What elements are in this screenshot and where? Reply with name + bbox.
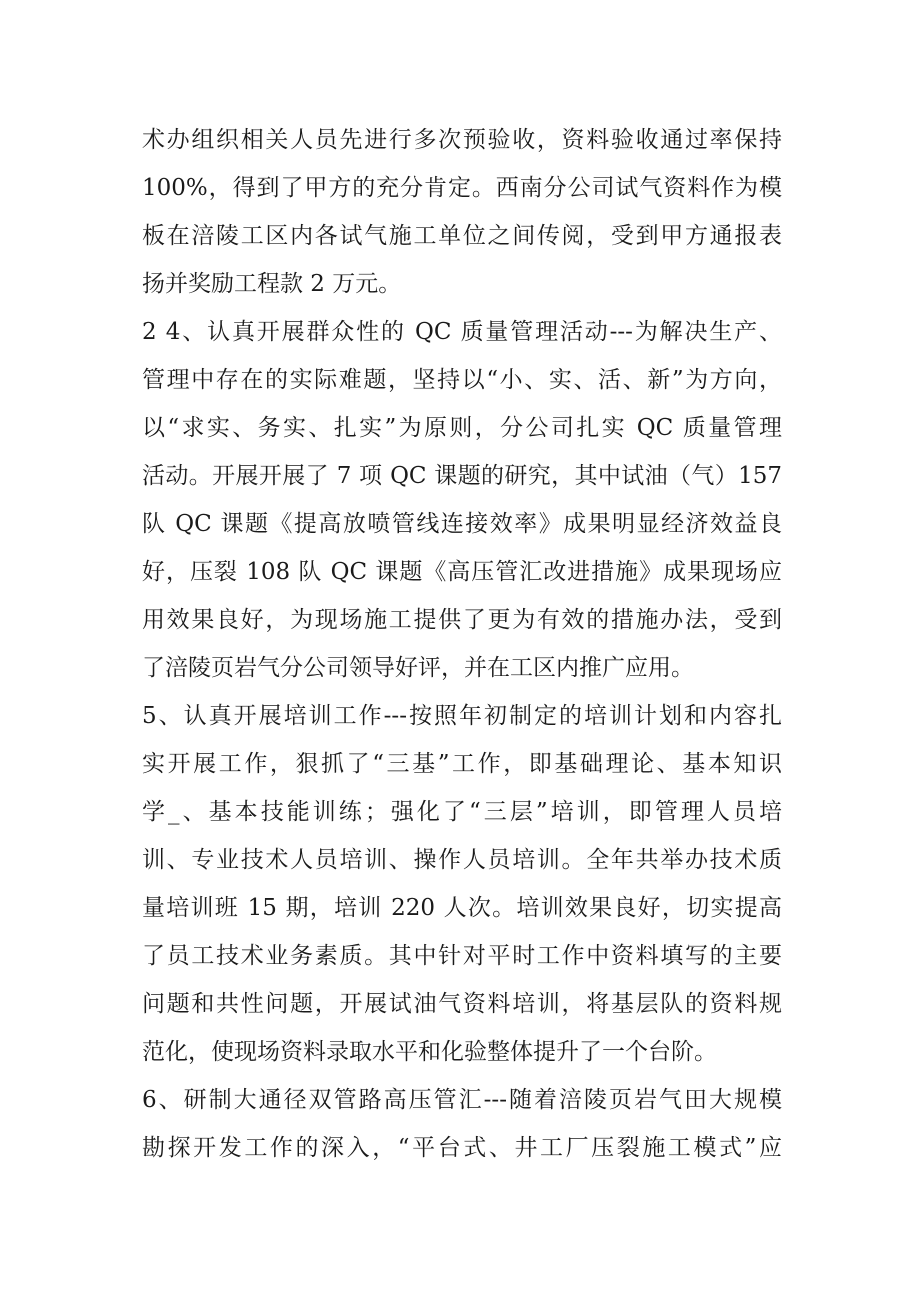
text-line: 问题和共性问题，开展试油气资料培训，将基层队的资料规: [142, 991, 782, 1017]
text-line: 扬并奖励工程款 2 万元。: [142, 271, 402, 297]
text-line: 5、认真开展培训工作---按照年初制定的培训计划和内容扎: [142, 703, 782, 729]
text-line: 用效果良好，为现场施工提供了更为有效的措施办法，受到: [142, 607, 782, 633]
text-line: 队 QC 课题《提高放喷管线连接效率》成果明显经济效益良: [142, 511, 782, 537]
text-line: 训、专业技术人员培训、操作人员培训。全年共举办技术质: [142, 847, 782, 873]
text-line: 范化，使现场资料录取水平和化验整体提升了一个台阶。: [142, 1039, 717, 1065]
text-line: 100%，得到了甲方的充分肯定。西南分公司试气资料作为模: [142, 175, 782, 201]
text-line: 量培训班 15 期，培训 220 人次。培训效果良好，切实提高: [142, 895, 782, 921]
text-line: 了员工技术业务素质。其中针对平时工作中资料填写的主要: [142, 943, 782, 969]
text-line: 实开展工作，狠抓了“三基”工作，即基础理论、基本知识: [142, 751, 782, 777]
text-line: 6、研制大通径双管路高压管汇---随着涪陵页岩气田大规模: [142, 1087, 782, 1113]
text-line: 术办组织相关人员先进行多次预验收，资料验收通过率保持: [142, 127, 782, 153]
text-line: 了涪陵页岩气分公司领导好评，并在工区内推广应用。: [142, 655, 694, 681]
text-line: 管理中存在的实际难题，坚持以“小、实、活、新”为方向，: [142, 367, 782, 393]
text-line: 板在涪陵工区内各试气施工单位之间传阅，受到甲方通报表: [142, 223, 782, 249]
text-line: 活动。开展开展了 7 项 QC 课题的研究，其中试油（气）157: [142, 463, 782, 489]
text-line: 勘探开发工作的深入，“平台式、井工厂压裂施工模式”应: [142, 1135, 782, 1161]
document-body: [142, 116, 782, 1172]
text-line: 学_、基本技能训练；强化了“三层”培训，即管理人员培: [142, 799, 782, 825]
text-line: 好，压裂 108 队 QC 课题《高压管汇改进措施》成果现场应: [142, 559, 782, 585]
text-line: 2 4、认真开展群众性的 QC 质量管理活动---为解决生产、: [142, 319, 782, 345]
text-line: 以“求实、务实、扎实”为原则，分公司扎实 QC 质量管理: [142, 415, 782, 441]
